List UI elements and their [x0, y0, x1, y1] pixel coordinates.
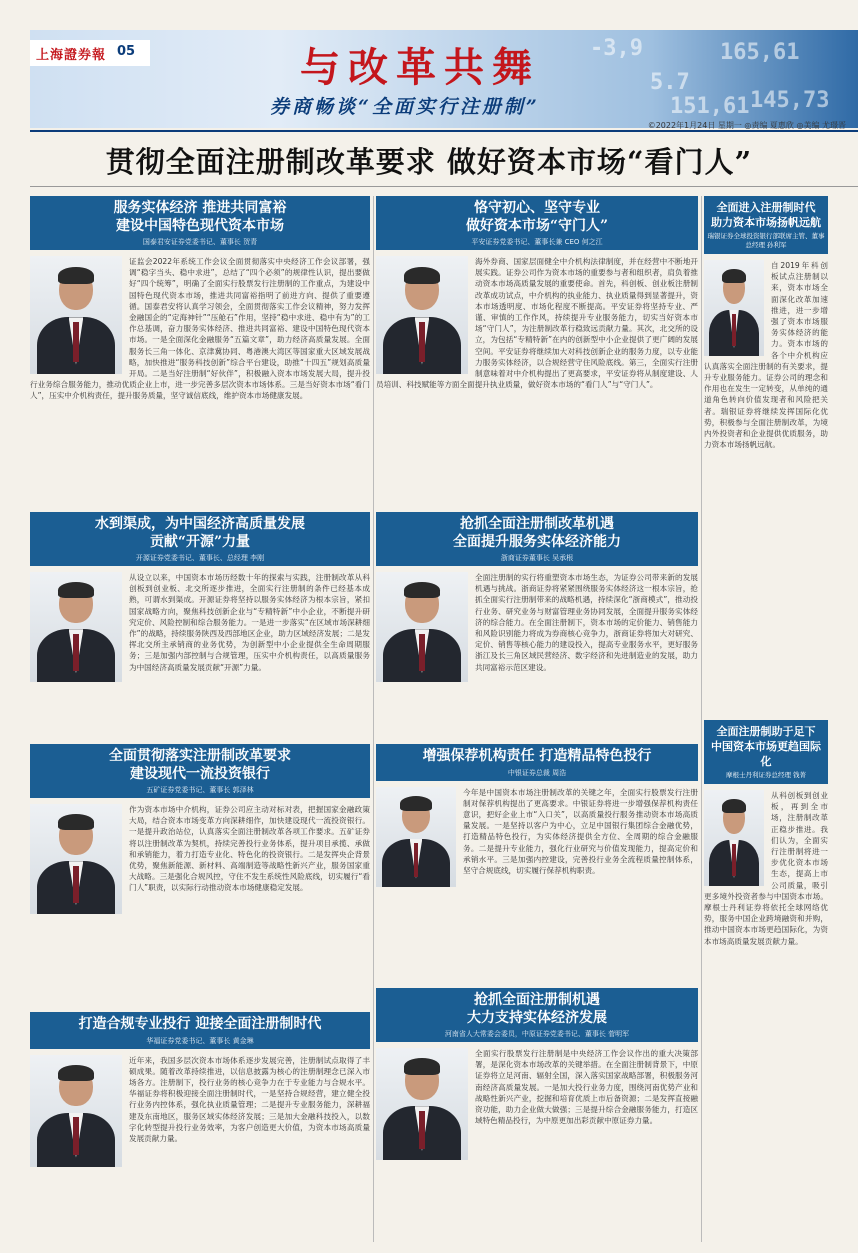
- article-title: 贡献“开源”力量: [149, 533, 251, 550]
- article-body: [30, 566, 370, 673]
- date-line: ©2022年1月24日 星期一 ◎责编 夏惠欣 ◎美编 尤璟晋: [647, 121, 846, 130]
- article-text: 从设立以来，中国资本市场历经数十年的探索与实践，注册制改革从科创板到创业板、北交所逐步推进，全面实行注册制的条件已经基本成熟，可谓水到渠成。开源证券将坚持以服务实体经济为根本宗旨，紧扣国家战略方向，聚焦科技创新企业与“专精特新”中小企业，不断提升研究定价、风险控制和综合服务能力。一是进一步落实“在区域市场深耕细作”的战略，持续服务陕西及西部地区企业，助力区域经济发展；二是发挥北交所主承销商的业务优势，为创新型中小企业提供全生命周期服务；三是加强内部控制与合规管理，压实中介机构责任，以高质量服务为中国经济高质量发展贡献“开源”力量。: [129, 573, 370, 672]
- divider: [30, 130, 858, 132]
- deco-number: 165,61: [720, 40, 800, 65]
- sidebar-ubs: [704, 196, 828, 716]
- article-header: [376, 988, 698, 1042]
- deco-number: 145,73: [750, 88, 830, 113]
- sidebar-byline: 摩根士丹利证券总经理 钱菁: [725, 771, 807, 779]
- sidebar-text: 自2019年科创板试点注册制以来，资本市场全面深化改革加速推进，进一步增强了资本市场服务实体经济的能力。资本市场的各个中介机构应认真落实全面注册制的有关要求，提升专业服务能力。证券公司的理念和作用也在发生一定转变，从单纯的通道角色转向价值发现者和风险把关者。瑞银证券将继续发挥国际化优势，积极参与全面注册制改革，为境内外投资者和企业提供优质服务，助力资本市场扬帆远航。: [704, 261, 828, 450]
- article-kaiyuan: [30, 512, 370, 740]
- article-zheshang: [376, 512, 698, 740]
- article-byline: 中银证券总裁 周浩: [507, 768, 567, 777]
- sidebar-title: 助力资本市场扬帆远航: [711, 216, 821, 229]
- article-header: [376, 512, 698, 566]
- article-zhongyuan: [376, 988, 698, 1242]
- column-divider: [373, 196, 374, 1242]
- sidebar-morgan: [704, 720, 828, 1240]
- portrait-photo: [704, 260, 764, 356]
- sidebar-text: 从科创板到创业板，再到全市场，注册制改革正稳步推进。我们认为，全面实行注册制将进一步优化资本市场生态，提高上市公司质量，吸引更多境外投资者参与中国资本市场。摩根士丹利证券将依托全球网络优势，服务中国企业跨境融资和并购，推动中国资本市场更趋国际化，为资本市场高质量发展贡献力量。: [704, 791, 828, 946]
- article-header: [30, 196, 370, 250]
- article-title: 抢抓全面注册制改革机遇: [460, 516, 614, 532]
- article-header: [376, 744, 698, 781]
- article-title: 打造合规专业投行 迎接全面注册制时代: [78, 1016, 322, 1032]
- article-byline: 开源证券党委书记、董事长、总经理 李刚: [135, 554, 265, 562]
- article-text: 全面实行股票发行注册制是中央经济工作会议作出的重大决策部署，是深化资本市场改革的关键举措。在全面注册制背景下，中原证券将立足河南、辐射全国，深入落实国家战略部署，积极服务河南经济高质量发展。一是加大投行业务力度，围绕河南优势产业和战略性新兴产业，挖掘和培育优质上市后备资源；二是发挥直接融资功能，助力企业做大做强；三是提升综合金融服务能力，打造区域特色精品投行，为中原更加出彩贡献中原证券力量。: [475, 1049, 698, 1126]
- article-title: 水到渠成，为中国经济高质量发展: [95, 516, 305, 532]
- article-body: [376, 250, 698, 390]
- article-header: [30, 512, 370, 566]
- article-title: 增强保荐机构责任 打造精品特色投行: [422, 748, 652, 764]
- article-body: [376, 781, 698, 877]
- article-header: [376, 196, 698, 250]
- article-byline: 浙商证券董事长 吴承根: [500, 554, 574, 562]
- article-byline: 河南省人大常委会委员，中原证券党委书记、董事长 菅明军: [444, 1030, 630, 1038]
- article-title: 建设中国特色现代资本市场: [116, 217, 284, 234]
- sidebar-byline: 瑞银证券全球投资银行部联席主管、董事总经理 孙利军: [707, 232, 825, 249]
- divider: [30, 186, 858, 187]
- page-headline: 贯彻全面注册制改革要求 做好资本市场“看门人”: [105, 145, 753, 179]
- article-byline: 华福证券党委书记、董事长 黄金琳: [146, 1036, 254, 1045]
- sidebar-body: [704, 254, 828, 450]
- sidebar-body: [704, 784, 828, 947]
- deco-number: 5.7: [650, 70, 690, 95]
- article-title: 全面提升服务实体经济能力: [453, 533, 621, 550]
- column-divider: [701, 196, 702, 1242]
- sidebar-title: 全面进入注册制时代: [716, 201, 816, 214]
- article-text: 全面注册制的实行将重塑资本市场生态，为证券公司带来新的发展机遇与挑战。浙商证券将紧紧围绕服务实体经济这一根本宗旨，抢抓全面实行注册制带来的战略机遇，持续深化“浙商模式”，推动投行业务、研究业务与财富管理业务协同发展，全面提升服务实体经济的综合能力。在全面注册制下，资本市场的定价能力、销售能力和风险识别能力将成为券商核心竞争力，浙商证券将加大对研究、定价、销售等核心能力的建设投入，提高专业服务水平，更好服务浙江及长三角区域民营经济、数字经济和先进制造业的发展，助力共同富裕示范区建设。: [475, 573, 698, 672]
- section-title: 与改革共舞: [300, 44, 540, 91]
- sidebar-header: [704, 196, 828, 254]
- portrait-photo: [376, 787, 456, 887]
- portrait-photo: [376, 572, 468, 682]
- portrait-photo: [30, 572, 122, 682]
- article-title: 全面贯彻落实注册制改革要求: [109, 748, 291, 764]
- article-zhongyin: [376, 744, 698, 984]
- page-number: 05: [117, 44, 136, 59]
- article-text: 证监会2022年系统工作会议全面贯彻落实中央经济工作会议部署，强调“稳字当头、稳中求进”，总结了“四个必须”的规律性认识，提出要做好“四个统筹”，明确了全面实行股票发行注册制的工作重点，为建设中国特色现代资本市场，推进共同富裕指明了前进方向、提供了重要遵循。国泰君安将认真学习领会，全面贯彻落实工作会议精神，努力发挥金融国企的“定海神针”“压舱石”作用，坚持“稳中求进、稳中有为”的工作总基调，奋力服务实体经济、推进共同富裕、建设中国特色现代资本市场。一是全面深化金融服务“五篇文章”，助力经济高质量发展。全面服务长三角一体化、京津冀协同、粤港澳大湾区等国家重大区域发展战略，加快推进“服务科技创新”综合平台建设，助推“十四五”规划高质量开局。二是当好注册制“好伙伴”，积极融入资本市场发展大局，提升投行业务综合服务能力，推动优质企业上市，进一步完善多层次资本市场体系。三是当好资本市场“看门人”，压实中介机构责任，提升服务质量，坚守诚信底线，维护资本市场健康发展。: [30, 257, 370, 401]
- article-text: 近年来，我国多层次资本市场体系逐步发展完善，注册制试点取得了丰硕成果。随着改革持续推进，以信息披露为核心的注册制理念已深入市场各方。注册制下，投行业务的核心竞争力在于专业能力与合规水平。华福证券将积极迎接全面注册制时代，一是坚持合规经营，建立健全投行业务内控体系，强化执业质量管理；二是提升专业服务能力，深耕福建及东南地区，服务区域实体经济发展；三是加大金融科技投入，以数字化转型提升投行业务效率，为客户创造更大价值，为资本市场高质量发展贡献力量。: [129, 1055, 370, 1143]
- article-header: [30, 1012, 370, 1049]
- portrait-photo: [30, 804, 122, 914]
- deco-number: -3,9: [590, 36, 643, 61]
- section-subtitle: 券商畅谈“全面实行注册制”: [270, 96, 540, 118]
- portrait-photo: [30, 256, 122, 374]
- deco-number: 151,61: [670, 94, 750, 119]
- article-huafu: [30, 1012, 370, 1242]
- article-header: [30, 744, 370, 798]
- article-title: 大力支持实体经济发展: [467, 1009, 607, 1026]
- article-byline: 平安证券党委书记、董事长兼 CEO 何之江: [471, 238, 603, 246]
- article-title: 建设现代一流投资银行: [130, 765, 270, 782]
- article-wukuang: [30, 744, 370, 1008]
- article-pingan: [376, 196, 698, 508]
- article-title: 抢抓全面注册制机遇: [474, 992, 600, 1008]
- sidebar-title: 全面注册制助于足下: [716, 725, 816, 738]
- article-body: [30, 250, 370, 402]
- portrait-photo: [30, 1055, 122, 1167]
- article-text: 今年是中国资本市场注册制改革的关键之年，全面实行股票发行注册制对保荐机构提出了更高要求。中银证券将进一步增强保荐机构责任意识，把好企业上市“入口关”，以高质量投行服务推动资本市场高质量发展。一是坚持以客户为中心，立足中国银行集团综合金融优势，打造精品特色投行，为实体经济提供全方位、全周期的综合金融服务。二是提升专业能力，强化行业研究与价值发现能力，提高定价和承销水平。三是加强内控建设，完善投行业务全流程质量控制体系，坚守合规底线，切实履行保荐机构职责。: [463, 787, 698, 875]
- portrait-photo: [704, 790, 764, 886]
- article-byline: 国泰君安证券党委书记、董事长 贺青: [142, 238, 258, 246]
- sidebar-header: [704, 720, 828, 784]
- article-text: 作为资本市场中介机构，证券公司应主动对标对表，把握国家金融政策大局，结合资本市场变革方向深耕细作，加快建设现代一流投资银行。一是提升政治站位，认真落实全面注册制改革各项工作要求。五矿证券将以注册制改革为契机，持续完善投行业务体系，提升项目承揽、承做和承销能力，着力打造专业化、特色化的投资银行。二是发挥央企背景优势，聚焦新能源、新材料、高端制造等战略性新兴产业，服务国家重大战略。三是强化合规风控，守住不发生系统性风险底线，切实履行“看门人”职责，以实际行动推动资本市场健康稳定发展。: [129, 805, 370, 893]
- article-text: 海外券商、国家层面健全中介机构法律制度，并在经营中不断地开展实践。证券公司作为资本市场的重要参与者和组织者，肩负着推动资本市场高质量发展的重要使命。首先，科创板、创业板注册制改革成功试点，中介机构的执业能力、执业质量得到显著提升，资本市场透明度、市场化程度不断提高。平安证券将坚持专业、严谨、审慎的工作作风，持续提升专业服务能力，切实当好资本市场“守门人”，为注册制改革行稳致远贡献力量。其次，北交所的设立，为包括“专精特新”在内的创新型中小企业提供了更广阔的发展空间。平安证券将继续加大对科技创新企业的服务力度，以专业能力服务实体经济，以合规经营守住风险底线。第三，全面实行注册制意味着对中介机构提出了更高要求，平安证券将从制度建设、人员培训、科技赋能等方面全面提升执业质量，做好资本市场的“看门人”与“守门人”。: [376, 257, 698, 390]
- article-title: 恪守初心、坚守专业: [474, 200, 600, 216]
- sidebar-title: 中国资本市场更趋国际化: [711, 740, 821, 768]
- portrait-photo: [376, 1048, 468, 1160]
- article-body: [30, 1049, 370, 1145]
- article-title: 服务实体经济 推进共同富裕: [113, 200, 287, 216]
- article-guotai: [30, 196, 370, 508]
- masthead: [0, 0, 858, 132]
- newspaper-logo: 上海證券報: [36, 48, 107, 63]
- portrait-photo: [376, 256, 468, 374]
- article-body: [30, 798, 370, 894]
- article-body: [376, 1042, 698, 1126]
- article-body: [376, 566, 698, 673]
- article-byline: 五矿证券党委书记、董事长 郭泽林: [146, 786, 254, 794]
- article-title: 做好资本市场“守门人”: [465, 217, 609, 234]
